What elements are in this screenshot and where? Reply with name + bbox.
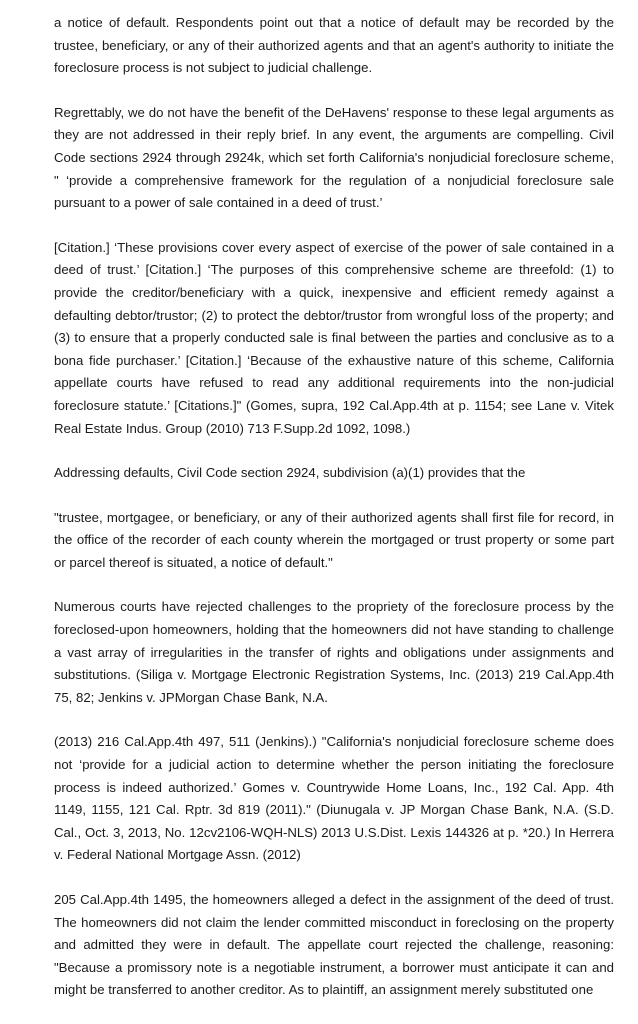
paragraph-1: a notice of default. Respondents point out that a notice of default may be recorded by the trustee, beneficiary, or any of their authorized agents and that an agent's authority to initiate the foreclosure process is not subject to judicial challenge.: [54, 15, 614, 76]
paragraph-3: [Citation.] ‘These provisions cover every aspect of exercise of the power of sale contained in a deed of trust.’ [Citation.] ‘The purposes of this comprehensive scheme are threefold: (1) to provide the creditor/beneficiary with a quick, inexpensive and efficient remedy against a defaulting debtor/trustor; (2) to protect the debtor/trustor from wrongful loss of the property; and (3) to ensure that a properly conducted sale is final between the parties and conclusive as to a bona fide purchaser.’ [Citation.] ‘Because of the exhaustive nature of this scheme, California appellate courts have refused to read any additional requirements into the non-judicial foreclosure statute.’ [Citations.]" (Gomes, supra, 192 Cal.App.4th at p. 1154; see Lane v. Vitek Real Estate Indus. Group (2010) 713 F.Supp.2d 1092, 1098.): [54, 239, 614, 436]
paragraph-5: "trustee, mortgagee, or beneficiary, or any of their authorized agents shall first file for record, in the office of the recorder of each county wherein the mortgaged or trust property or some part or parcel thereof is situated, a notice of default.": [54, 509, 614, 570]
document-page: [54, 12, 614, 1024]
paragraph-7: (2013) 216 Cal.App.4th 497, 511 (Jenkins).) "California's nonjudicial foreclosure scheme does not ‘provide for a judicial action to determine whether the person initiating the foreclosure process is indeed authorized.’ Gomes v. Countrywide Home Loans, Inc., 192 Cal. App. 4th 1149, 1155, 121 Cal. Rptr. 3d 819 (2011)." (Diunugala v. JP Morgan Chase Bank, N.A. (S.D. Cal., Oct. 3, 2013, No. 12cv2106-WQH-NLS) 2013 U.S.Dist. Lexis 144326 at p. *20.) In Herrera v. Federal National Mortgage Assn. (2012): [54, 734, 614, 863]
paragraph-6: Numerous courts have rejected challenges to the propriety of the foreclosure process by the foreclosed-upon homeowners, holding that the homeowners did not have standing to challenge a vast array of irregularities in the transfer of rights and obligations under assignments and substitutions. (Siliga v. Mortgage Electronic Registration Systems, Inc. (2013) 219 Cal.App.4th 75, 82; Jenkins v. JPMorgan Chase Bank, N.A.: [54, 599, 614, 705]
paragraph-8: 205 Cal.App.4th 1495, the homeowners alleged a defect in the assignment of the deed of trust. The homeowners did not claim the lender committed misconduct in foreclosing on the property and admitted they were in default. The appellate court rejected the challenge, reasoning: "Because a promissory note is a negotiable instrument, a borrower must anticipate it can and might be transferred to another creditor. As to plaintiff, an assignment merely substituted one: [54, 892, 614, 998]
paragraph-2: Regrettably, we do not have the benefit of the DeHavens' response to these legal arguments as they are not addressed in their reply brief. In any event, the arguments are compelling. Civil Code sections 2924 through 2924k, which set forth California's nonjudicial foreclosure scheme, " ‘provide a comprehensive framework for the regulation of a nonjudicial foreclosure sale pursuant to a power of sale contained in a deed of trust.’: [54, 104, 614, 211]
paragraph-4: Addressing defaults, Civil Code section 2924, subdivision (a)(1) provides that the: [54, 465, 526, 481]
